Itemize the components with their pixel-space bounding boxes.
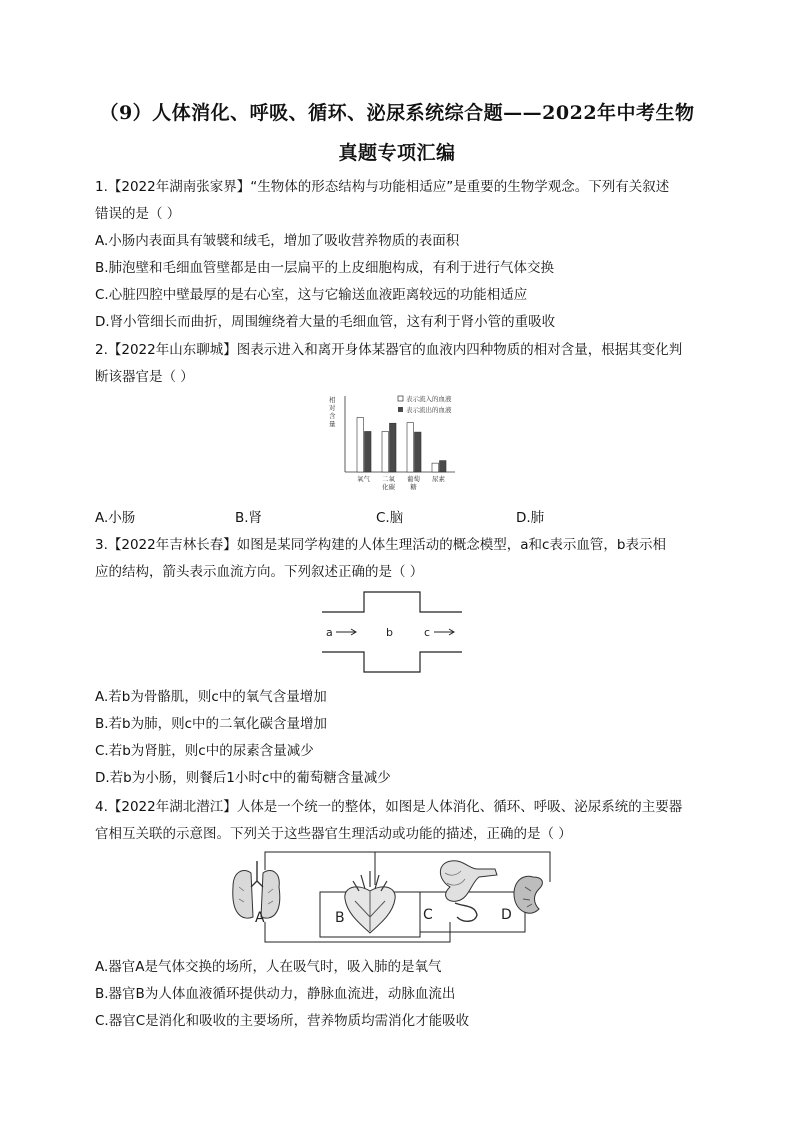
- chart-tick-label-3: 尿素: [432, 475, 445, 483]
- q3-label-a: a: [326, 626, 333, 639]
- chart-bar-inflow-0: [357, 418, 364, 472]
- q3-label-c: c: [424, 626, 431, 639]
- stomach-icon: [440, 861, 497, 922]
- q4-option-a: A.器官A是气体交换的场所，人在吸气时，吸入肺的是氧气: [95, 959, 442, 975]
- q4-label-b: B: [335, 910, 345, 926]
- q3-stem-line-1: 3.【2022年吉林长春】如图是某同学构建的人体生理活动的概念模型，a和c表示血管，b表示相: [95, 537, 667, 553]
- q2-option-c: C.脑: [376, 510, 404, 526]
- q2-option-d: D.肺: [516, 510, 545, 526]
- chart-bar-inflow-2: [407, 423, 414, 472]
- q3-stem-line-2: 应的结构，箭头表示血流方向。下列叙述正确的是（ ）: [95, 564, 424, 580]
- kidney-icon: [514, 876, 542, 913]
- chart-tick-label-1: 二氧化碳: [382, 475, 395, 491]
- q1-option-a: A.小肠内表面具有皱襞和绒毛，增加了吸收营养物质的表面积: [95, 233, 460, 249]
- q3-option-b: B.若b为肺，则c中的二氧化碳含量增加: [95, 716, 328, 732]
- document-title-line-1: （9）人体消化、呼吸、循环、泌尿系统综合题——2022年中考生物: [99, 102, 695, 124]
- legend-swatch-inflow: [398, 396, 403, 401]
- chart-tick-label-2: 葡萄糖: [407, 475, 420, 491]
- chart-y-label-text: 相对含量: [329, 396, 336, 428]
- q4-option-c: C.器官C是消化和吸收的主要场所，营养物质均需消化才能吸收: [95, 1013, 470, 1029]
- chart-bar-outflow-3: [440, 461, 447, 472]
- q3-option-c: C.若b为肾脏，则c中的尿素含量减少: [95, 743, 314, 759]
- q1-stem-line-1: 1.【2022年湖南张家界】“生物体的形态结构与功能相适应”是重要的生物学观念。下列有关叙述: [95, 179, 670, 195]
- q4-organ-diagram: [225, 847, 555, 947]
- q2-stem-line-1: 2.【2022年山东聊城】图表示进入和离开身体某器官的血液内四种物质的相对含量，根据其变化判: [95, 342, 683, 358]
- q4-label-a: A: [255, 910, 265, 926]
- q2-option-a: A.小肠: [95, 510, 136, 526]
- heart-icon: [345, 871, 395, 933]
- chart-bar-inflow-3: [432, 463, 439, 472]
- chart-tick-label-0: 氧气: [357, 475, 370, 483]
- q1-option-c: C.心脏四腔中壁最厚的是右心室，这与它输送血液距离较远的功能相适应: [95, 287, 528, 303]
- chart-legend: [398, 394, 452, 414]
- q3-option-d: D.若b为小肠，则餐后1小时c中的葡萄糖含量减少: [95, 770, 391, 786]
- q4-option-b: B.器官B为人体血液循环提供动力，静脉血流进，动脉血流出: [95, 986, 456, 1002]
- q1-option-b: B.肺泡壁和毛细血管壁都是由一层扁平的上皮细胞构成，有利于进行气体交换: [95, 260, 555, 276]
- q4-label-d: D: [501, 907, 512, 923]
- q3-concept-diagram: [320, 590, 465, 675]
- q2-bar-chart: [325, 392, 475, 492]
- document-title-line-2: 真题专项汇编: [338, 142, 456, 164]
- q2-stem-line-2: 断该器官是（ ）: [95, 369, 194, 385]
- chart-tick-labels: [357, 474, 446, 491]
- q1-stem-line-2: 错误的是（ ）: [95, 206, 181, 222]
- q3-option-a: A.若b为骨骼肌，则c中的氧气含量增加: [95, 689, 327, 705]
- q4-label-c: C: [423, 907, 433, 923]
- q4-stem-line-1: 4.【2022年湖北潜江】人体是一个统一的整体，如图是人体消化、循环、呼吸、泌尿系统的主要器: [95, 799, 683, 815]
- q4-line-lungs-heart: [265, 852, 375, 885]
- q3-label-b: b: [386, 626, 393, 639]
- q4-stem-line-2: 官相互关联的示意图。下列关于这些器官生理活动或功能的描述，正确的是（ ）: [95, 826, 572, 842]
- chart-bar-outflow-1: [390, 423, 397, 472]
- chart-bar-outflow-0: [365, 431, 372, 472]
- legend-label-inflow: 表示流入的血液: [406, 395, 452, 403]
- chart-bar-outflow-2: [415, 432, 422, 472]
- chart-bars: [357, 418, 446, 472]
- legend-label-outflow: 表示流出的血液: [406, 406, 452, 414]
- q1-option-d: D.肾小管细长而曲折，周围缠绕着大量的毛细血管，这有利于肾小管的重吸收: [95, 314, 556, 330]
- chart-y-label: [329, 395, 336, 428]
- q2-option-b: B.肾: [235, 510, 263, 526]
- chart-bar-inflow-1: [382, 431, 389, 472]
- legend-swatch-outflow: [398, 407, 403, 412]
